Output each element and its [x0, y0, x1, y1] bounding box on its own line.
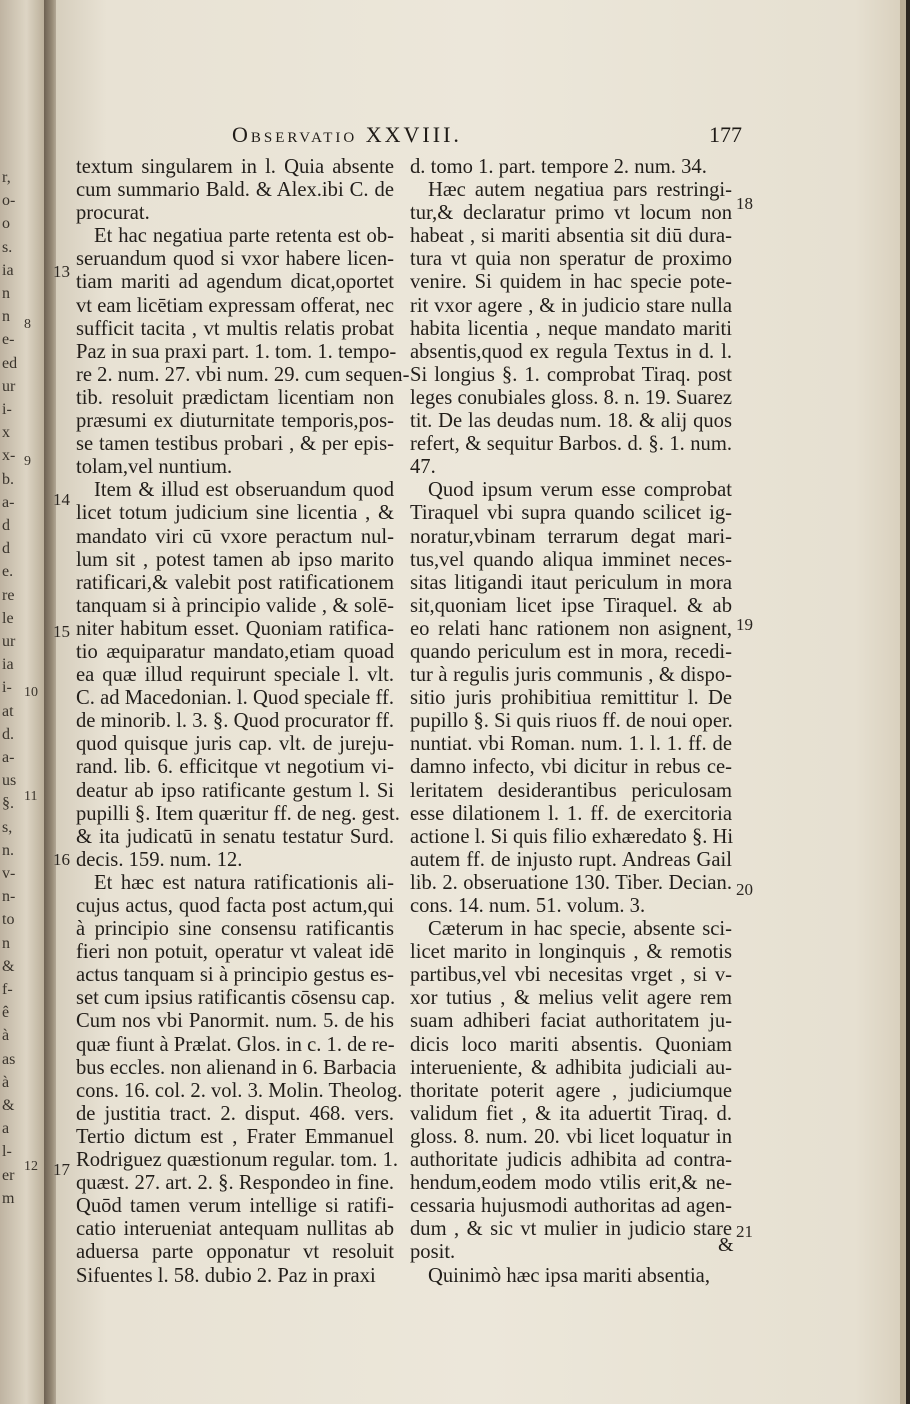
facing-page-text-fragment: x- [2, 447, 16, 465]
facing-page-margin-number: 8 [24, 317, 31, 332]
text-line: Si longius §. 1. comprobat Tiraq. post [410, 363, 732, 386]
facing-page-edge [0, 0, 48, 1404]
running-title: Observatio XXVIII. [232, 122, 462, 147]
text-line: cessaria hujusmodi authoritas ad agen- [410, 1195, 732, 1218]
text-line: Rodriguez quæstionum regular. tom. 1. [76, 1149, 399, 1172]
text-line: authoritate judicis adhibita ad contra- [410, 1149, 732, 1172]
facing-page-text-fragment: & [2, 957, 15, 975]
facing-page-margin-number: 12 [24, 1159, 38, 1174]
text-line: interueniente, & adhibita judiciali au- [410, 1056, 732, 1079]
text-line: procurat. [76, 202, 150, 225]
text-line: deatur ab ipso ratificante gestum l. Si [76, 779, 394, 802]
facing-page-text-fragment: §. [2, 795, 14, 813]
text-line: catio interueniat antequam nullitas ab [76, 1218, 394, 1241]
text-line: tolam,vel nuntium. [76, 456, 233, 479]
text-line: Et hæc est natura ratificationis ali- [94, 871, 394, 894]
text-line: de justitia tract. 2. disput. 468. vers. [76, 1102, 394, 1125]
facing-page-text-fragment: at [2, 702, 14, 720]
text-line: licet marito in longinquis , & remotis [410, 941, 732, 964]
facing-page-text-fragment: er [2, 1166, 15, 1184]
text-line: decis. 159. num. 12. [76, 848, 243, 871]
facing-page-text-fragment: à [2, 1027, 10, 1045]
text-line: rand. lib. 6. efficitque vt negotium vi- [76, 756, 394, 779]
facing-page-margin-number: 9 [24, 454, 31, 469]
margin-number-right: 21 [736, 1222, 753, 1241]
text-line: dicis loco mariti absentis. Quoniam [410, 1033, 732, 1056]
text-line: Et hac negatiua parte retenta est ob- [94, 225, 394, 248]
text-line: tanquam si à principio valide , & solē- [76, 594, 394, 617]
margin-number-right: 19 [736, 615, 753, 634]
margin-number-left: 15 [53, 622, 70, 641]
facing-page-text-fragment: n [2, 308, 10, 326]
text-line: mandato viri cū vxore peractum nul- [76, 525, 394, 548]
margin-number-left: 14 [53, 490, 70, 509]
margin-number-left: 17 [53, 1160, 70, 1179]
margin-number-right: 20 [736, 880, 753, 899]
text-line: tiam mariti ad agendum dicat,oportet [76, 271, 394, 294]
text-line: autem ff. de injusto rupt. Andreas Gail [410, 848, 732, 871]
text-line: quod quisque juris cap. vlt. de jureju- [76, 733, 394, 756]
facing-page-text-fragment: ed [2, 354, 18, 372]
text-line: leritatem desiderantibus periculosam [410, 779, 732, 802]
facing-page-text-fragment: re [2, 586, 15, 604]
text-line: Quōd tamen verum intellige si ratifi- [76, 1195, 394, 1218]
text-line: nuntiat. vbi Roman. num. 1. l. 1. ff. de [410, 733, 732, 756]
text-line: ratificari,& valebit post ratificationem [76, 571, 394, 594]
text-line: cujus actus, quod facta post actum,qui [76, 895, 394, 917]
text-line: actus tanquam si à principio gestus es- [76, 964, 394, 987]
text-line: pupilli §. Item quæritur ff. de neg. gest. [76, 802, 400, 825]
facing-page-text-fragment: n [2, 934, 10, 952]
text-line: set cum ipsius ratificantis cōsensu cap. [76, 987, 396, 1010]
facing-page-text-fragment: f- [2, 981, 13, 998]
text-line: Tertio dictum est , Frater Emmanuel [76, 1125, 394, 1148]
text-line: licet totum judicium sine licentia , & [76, 502, 394, 525]
text-line: d. tomo 1. part. tempore 2. num. 34. [410, 156, 707, 178]
right-text-column [410, 156, 732, 1288]
text-line: vt eam licētiam expressam offerat, nec [76, 294, 394, 317]
facing-page-text-fragment: n. [2, 841, 14, 859]
text-line: quæ fiunt à Prælat. Glos. in c. 1. de re- [76, 1033, 395, 1056]
text-line: sufficit tacita , vt multis relatis probat [76, 317, 394, 340]
facing-page-text-fragment: n [2, 285, 10, 302]
page-edge [900, 0, 906, 1404]
facing-page-text-fragment: ê [2, 1004, 10, 1022]
text-line: noratur,vbinam terrarum degat mari- [410, 525, 732, 548]
text-line: aduersa parte opponatur vt resoluit [76, 1241, 394, 1264]
text-line: lib. 2. obseruatione 130. Tiber. Decian. [410, 871, 732, 894]
text-line: absentis,quod ex regula Textus in d. l. [410, 340, 732, 363]
text-line: thoritate poterit agere , judiciumque [410, 1079, 732, 1102]
text-line: habeat , si mariti absentia sit diū dura- [410, 225, 732, 248]
facing-page-text-fragment: b. [2, 470, 14, 488]
text-line: posit. [410, 1241, 456, 1264]
facing-page-text-fragment: o- [2, 192, 16, 210]
facing-page-text-fragment: m [2, 1189, 15, 1207]
text-line: eo relati hanc rationem non asignent, [410, 617, 732, 640]
text-line: tit. De las deudas num. 18. & alij quos [410, 410, 732, 433]
facing-page-text-fragment: le [2, 609, 14, 627]
text-line: Sifuentes l. 58. dubio 2. Paz in praxi [76, 1264, 376, 1287]
text-line: tur à regulis juris communis , & dispo- [410, 664, 732, 687]
margin-number-right: 18 [736, 194, 753, 213]
text-line: seruandum quod si vxor habere licen- [76, 248, 394, 271]
text-line: tur,& declaratur primo vt locum non [410, 202, 732, 225]
left-text-column [76, 156, 410, 1288]
text-line: tib. resoluit prædictam licentiam non [76, 386, 394, 409]
facing-page-text-fragment: s, [2, 818, 13, 836]
text-line: Paz in sua praxi part. 1. tom. 1. tempo- [76, 340, 397, 363]
facing-page-text-fragment: r, [2, 169, 11, 186]
text-line: sitas litigandi itaut periculum in mora [410, 571, 732, 594]
text-line: Tiraquel vbi supra quando scilicet ig- [410, 502, 732, 525]
facing-page-text-fragment: e. [2, 563, 14, 581]
facing-page-text-fragment: ia [2, 656, 14, 674]
facing-page-text-fragment: d [2, 517, 10, 534]
text-line: Hæc autem negatiua pars restringi- [428, 179, 732, 202]
facing-page-text-fragment: ur [2, 633, 16, 650]
text-line: præsumi ex diuturnitate temporis,pos- [76, 410, 394, 433]
text-line: tus,vel quando aliqua imminet neces- [410, 548, 732, 571]
text-line: lum sit , potest tamen ab ipso marito [76, 548, 394, 571]
text-line: rit vxor agere , & in judicio stare nulla [410, 294, 732, 317]
text-line: de minorib. l. 3. §. Quod procurator ff. [76, 710, 394, 733]
facing-page-text-fragment: a- [2, 749, 15, 766]
text-line: damno infecto, vbi dicitur in rebus ce- [410, 756, 732, 779]
catchword: & [718, 1234, 734, 1256]
text-line: à principio sine consensu ratificantis [76, 918, 394, 941]
facing-page-text-fragment: s. [2, 238, 13, 256]
facing-page-text-fragment: ia [2, 261, 14, 279]
text-line: fieri non potuit, operatur vt valeat idē [76, 941, 394, 964]
text-line: sitio juris prohibitiua remittitur l. De [410, 687, 732, 710]
text-line: hendum,eodem modo vtilis erit,& ne- [410, 1172, 732, 1195]
facing-page-text-fragment: ur [2, 377, 16, 395]
text-line: tio æquiparatur mandato,etiam quoad [76, 640, 394, 663]
text-line: cum summario Bald. & Alex.ibi C. de [76, 179, 394, 202]
facing-page-text-fragment: us [2, 772, 17, 790]
facing-page-text-fragment: a [2, 1120, 10, 1138]
text-line: dum , & sic vt mulier in judicio stare [410, 1218, 732, 1241]
text-line: Quod ipsum verum esse comprobat [428, 479, 732, 502]
text-line: esse dilationem l. 1. ff. de exercitoria [410, 802, 732, 825]
text-line: cons. 16. col. 2. vol. 3. Molin. Theolog. [76, 1079, 403, 1102]
facing-page-text-fragment: d [2, 540, 10, 558]
text-line: C. ad Macedonian. l. Quod speciale ff. [76, 687, 394, 710]
facing-page-text-fragment: as [2, 1050, 16, 1068]
text-line: 47. [410, 456, 436, 479]
text-line: partibus,vel vbi necesitas vrget , si v- [410, 964, 732, 987]
text-line: quæst. 27. art. 2. §. Respondeo in fine. [76, 1172, 394, 1195]
margin-number-left: 16 [53, 850, 70, 869]
facing-page-text-fragment: a- [2, 493, 15, 511]
facing-page-text-fragment: x [2, 424, 10, 442]
facing-page-text-fragment: i- [2, 679, 12, 697]
facing-page-text-fragment: l- [2, 1143, 12, 1161]
facing-page-margin-number: 10 [24, 685, 38, 700]
text-line: validum fiet , & ita aduertit Tiraq. d. [410, 1102, 732, 1125]
facing-page-text-fragment: o [2, 215, 10, 233]
text-line: & ita judicatū in senatu testatur Surd. [76, 825, 394, 848]
text-line: tura vt quia non speratur de proximo [410, 248, 732, 271]
facing-page-text-fragment: à [2, 1073, 10, 1091]
text-line: Quinimò hæc ipsa mariti absentia, [428, 1264, 710, 1287]
facing-page-text-fragment: d. [2, 725, 14, 743]
text-line: refert, & sequitur Barbos. d. §. 1. num. [410, 433, 732, 456]
facing-page-margin-number: 11 [24, 789, 38, 804]
text-line: re 2. num. 27. vbi num. 29. cum sequen- [76, 363, 410, 386]
facing-page-text-fragment: e- [2, 331, 15, 349]
text-line: xor tutius , & melius velit agere rem [410, 987, 732, 1010]
text-line: leges conubiales gloss. 8. n. 19. Suarez [410, 386, 732, 409]
text-line: ea quæ illud requirunt speciale l. vlt. [76, 664, 394, 687]
facing-page-text-fragment: i- [2, 401, 12, 418]
facing-page-text-fragment: n- [2, 888, 16, 906]
page-number: 177 [709, 122, 742, 147]
text-line: se tamen testibus probari , & per epis- [76, 433, 394, 456]
text-line: quando periculum est in mora, recedi- [410, 640, 732, 663]
text-line: bus eccles. non alienand in 6. Barbacia [76, 1056, 397, 1079]
text-line: textum singularem in l. Quia absente [76, 156, 394, 178]
text-line: gloss. 8. num. 20. vbi licet loquatur in [410, 1125, 732, 1148]
text-line: pupillo §. Si quis riuos ff. de noui oper. [410, 710, 733, 733]
text-line: sit,quoniam licet ipse Tiraquel. & ab [410, 594, 732, 617]
text-line: suam adhiberi faciat authoritatem ju- [410, 1010, 732, 1033]
text-line: Cæterum in hac specie, absente sci- [428, 918, 732, 941]
text-line: Cum nos vbi Panormit. num. 5. de his [76, 1010, 394, 1033]
text-line: habita licentia , neque mandato mariti [410, 317, 732, 340]
margin-number-left: 13 [53, 262, 70, 281]
text-line: niter habitum esset. Quoniam ratifica- [76, 617, 394, 640]
facing-page-text-fragment: v- [2, 865, 16, 882]
facing-page-text-fragment: to [2, 911, 15, 929]
text-line: actione l. Si quis filio exhæredato §. Hi [410, 825, 734, 848]
text-line: cons. 14. num. 51. volum. 3. [410, 895, 646, 917]
text-line: venire. Si quidem in hac specie pote- [410, 271, 732, 294]
text-line: Item & illud est obseruandum quod [94, 479, 394, 502]
facing-page-text-fragment: & [2, 1097, 15, 1114]
page-header [232, 122, 742, 154]
